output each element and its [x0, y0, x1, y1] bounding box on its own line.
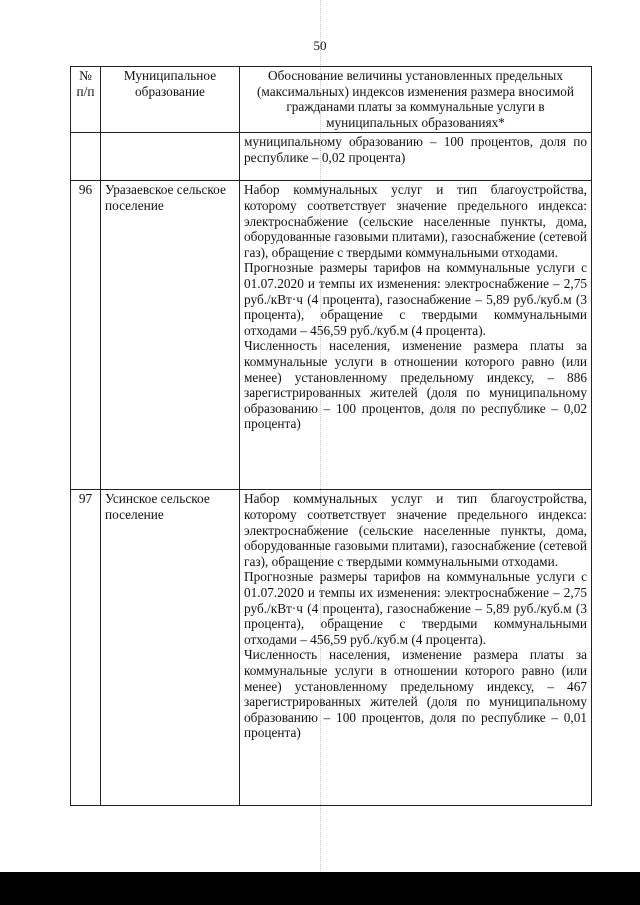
cell-municipality: Усинское сельское поселение	[101, 490, 240, 806]
cell-number	[71, 133, 101, 181]
paragraph-tariffs: Прогнозные размеры тарифов на коммунальные услуги с 01.07.2020 и темпы их изменения: электроснабжение – 2,75 руб./кВт·ч (4 процента), газоснабжение – 5,89 руб./куб.м (3 процента), обращение с твердыми коммунальными отходами – 456,59 руб./куб.м (4 процента).	[244, 260, 587, 338]
paragraph-services: Набор коммунальных услуг и тип благоустройства, которому соответствует значение предельного индекса: электроснабжение (сельские населенные пункты, дома, оборудованные газовыми плитами), газоснабжение (сетевой газ), обращение с твердыми коммунальными отходами.	[244, 491, 587, 569]
cell-number: 97	[71, 490, 101, 806]
cell-municipality	[101, 133, 240, 181]
paragraph-population: Численность населения, изменение размера платы за коммунальные услуги в отношении которого равно (или менее) установленному предельному индексу, – 886 зарегистрированных жителей (доля по муниципальному образованию – 100 процентов, доля по республике – 0,02 процента)	[244, 338, 587, 432]
paragraph-population: Численность населения, изменение размера платы за коммунальные услуги в отношении которого равно (или менее) установленному предельному индексу, – 467 зарегистрированных жителей (доля по муниципальному образованию – 100 процентов, доля по республике – 0,01 процента)	[244, 647, 587, 741]
cell-municipality: Уразаевское сельское поселение	[101, 181, 240, 490]
table-row-continuation	[71, 133, 592, 181]
table-row	[71, 181, 592, 490]
paragraph-services: Набор коммунальных услуг и тип благоустройства, которому соответствует значение предельного индекса: электроснабжение (сельские населенные пункты, дома, оборудованные газовыми плитами), газоснабжение (сетевой газ), обращение с твердыми коммунальными отходами.	[244, 182, 587, 260]
paragraph-tariffs: Прогнозные размеры тарифов на коммунальные услуги с 01.07.2020 и темпы их изменения: электроснабжение – 2,75 руб./кВт·ч (4 процента), газоснабжение – 5,89 руб./куб.м (3 процента), обращение с твердыми коммунальными отходами – 456,59 руб./куб.м (4 процента).	[244, 569, 587, 647]
header-justification: Обоснование величины установленных предельных (максимальных) индексов изменения размера вносимой гражданами платы за коммунальные услуги в муниципальных образованиях*	[240, 67, 592, 133]
scan-bottom-edge	[0, 872, 640, 905]
header-municipality: Муниципальное образование	[101, 67, 240, 133]
table-row	[71, 490, 592, 806]
tariff-index-table	[70, 66, 592, 806]
cell-number: 96	[71, 181, 101, 490]
table-header-row	[71, 67, 592, 133]
cell-justification: муниципальному образованию – 100 процентов, доля по республике – 0,02 процента)	[240, 133, 592, 181]
cell-justification	[240, 490, 592, 806]
cell-justification	[240, 181, 592, 490]
page-number: 50	[313, 38, 327, 53]
header-number: № п/п	[71, 67, 101, 133]
